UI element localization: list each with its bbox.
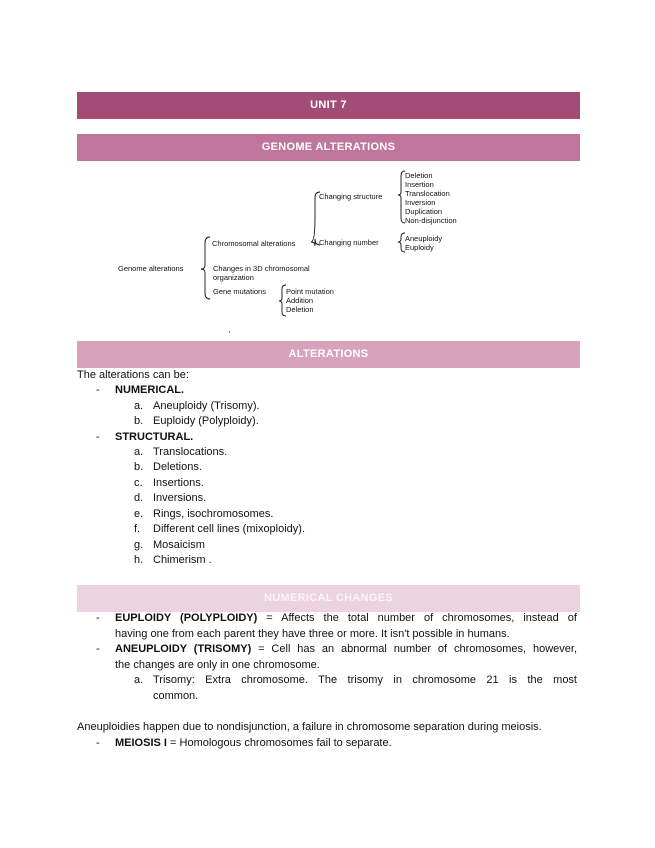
section-header-alterations: ALTERATIONS: [77, 341, 580, 368]
list-letter: a.: [134, 446, 144, 458]
numerical-label: NUMERICAL.: [115, 384, 185, 396]
list-item: Chimerism .: [153, 554, 212, 566]
diagram-gene-item: Deletion: [286, 305, 314, 314]
diagram-changes3d-label: Changes in 3D chromosomal: [213, 264, 310, 273]
bullet-dash: -: [96, 643, 100, 655]
section-header-genome-alterations: GENOME ALTERATIONS: [77, 134, 580, 161]
bullet-dash: -: [96, 384, 100, 396]
diagram-number-item: Aneuploidy: [405, 234, 443, 243]
list-letter: b.: [134, 415, 144, 427]
euploidy-line-2: having one from each parent they have three or more. It isn't possible in humans.: [115, 628, 510, 640]
brace-root: [201, 237, 210, 299]
diagram-gene-item: Point mutation: [286, 287, 334, 296]
nondisjunction-paragraph: Aneuploidies happen due to nondisjunction, a failure in chromosome separation during meiosis.: [77, 721, 542, 733]
diagram-structure-item: Duplication: [405, 207, 443, 216]
diagram-structure-item: Deletion: [405, 171, 433, 180]
bullet-dash: -: [96, 737, 100, 749]
list-letter: d.: [134, 492, 144, 504]
diagram-structure-item: Inversion: [405, 198, 436, 207]
unit-header: UNIT 7: [77, 92, 580, 119]
list-letter: f.: [134, 523, 141, 535]
aneuploidy-line-1: [115, 642, 577, 657]
diagram-changing-structure-label: Changing structure: [319, 192, 383, 201]
list-item: Different cell lines (mixoploidy).: [153, 523, 306, 535]
list-letter: e.: [134, 508, 144, 520]
list-letter: b.: [134, 461, 144, 473]
structural-label: STRUCTURAL.: [115, 431, 194, 443]
meiosis-term: MEIOSIS I: [115, 737, 167, 749]
list-letter: a.: [134, 400, 144, 412]
diagram-stray-mark: ': [229, 329, 231, 338]
list-item: Mosaicism: [153, 539, 205, 551]
diagram-structure-item: Translocation: [405, 189, 450, 198]
list-letter: c.: [134, 477, 143, 489]
euploidy-text-1: = Affects the total number of chromosomes, instead of: [257, 612, 577, 624]
aneuploidy-line-2: the changes are only in one chromosome.: [115, 659, 320, 671]
trisomy-line-1: Trisomy: Extra chromosome. The trisomy in chromosome 21 is the most: [153, 674, 577, 686]
section-header-numerical-changes: NUMERICAL CHANGES: [77, 585, 580, 612]
list-item: Deletions.: [153, 461, 202, 473]
meiosis-text: = Homologous chromosomes fail to separate.: [166, 737, 392, 749]
aneuploidy-text-1: = Cell has an abnormal number of chromosomes, however,: [251, 643, 577, 655]
aneuploidy-term: ANEUPLOIDY (TRISOMY): [115, 643, 252, 655]
bullet-dash: -: [96, 431, 100, 443]
brace-gene: [279, 285, 286, 316]
bullet-dash: -: [96, 612, 100, 624]
brace-number: [398, 233, 405, 252]
list-letter: a.: [134, 674, 144, 686]
list-item: Rings, isochromosomes.: [153, 508, 274, 520]
genome-alterations-diagram: [0, 165, 655, 345]
list-letter: h.: [134, 554, 144, 566]
diagram-root-label: Genome alterations: [118, 264, 184, 273]
euploidy-line-1: [115, 611, 577, 626]
trisomy-line-2: common.: [153, 690, 199, 702]
list-letter: g.: [134, 539, 144, 551]
list-item: Aneuploidy (Trisomy).: [153, 400, 260, 412]
meiosis-line: [115, 736, 392, 751]
diagram-structure-item: Insertion: [405, 180, 434, 189]
list-item: Euploidy (Polyploidy).: [153, 415, 259, 427]
euploidy-term: EUPLOIDY (POLYPLOIDY): [115, 612, 258, 624]
diagram-changing-number-label: Changing number: [319, 238, 379, 247]
diagram-number-item: Euploidy: [405, 243, 434, 252]
diagram-structure-item: Non-disjunction: [405, 216, 457, 225]
diagram-chromosomal-label: Chromosomal alterations: [212, 239, 296, 248]
list-item: Insertions.: [153, 477, 204, 489]
alterations-intro: The alterations can be:: [77, 369, 189, 381]
list-item: Inversions.: [153, 492, 207, 504]
diagram-gene-item: Addition: [286, 296, 314, 305]
diagram-changes3d-label-2: organization: [213, 273, 254, 282]
list-item: Translocations.: [153, 446, 228, 458]
diagram-gene-mutations-label: Gene mutations: [213, 287, 266, 296]
brace-structure: [398, 171, 405, 223]
